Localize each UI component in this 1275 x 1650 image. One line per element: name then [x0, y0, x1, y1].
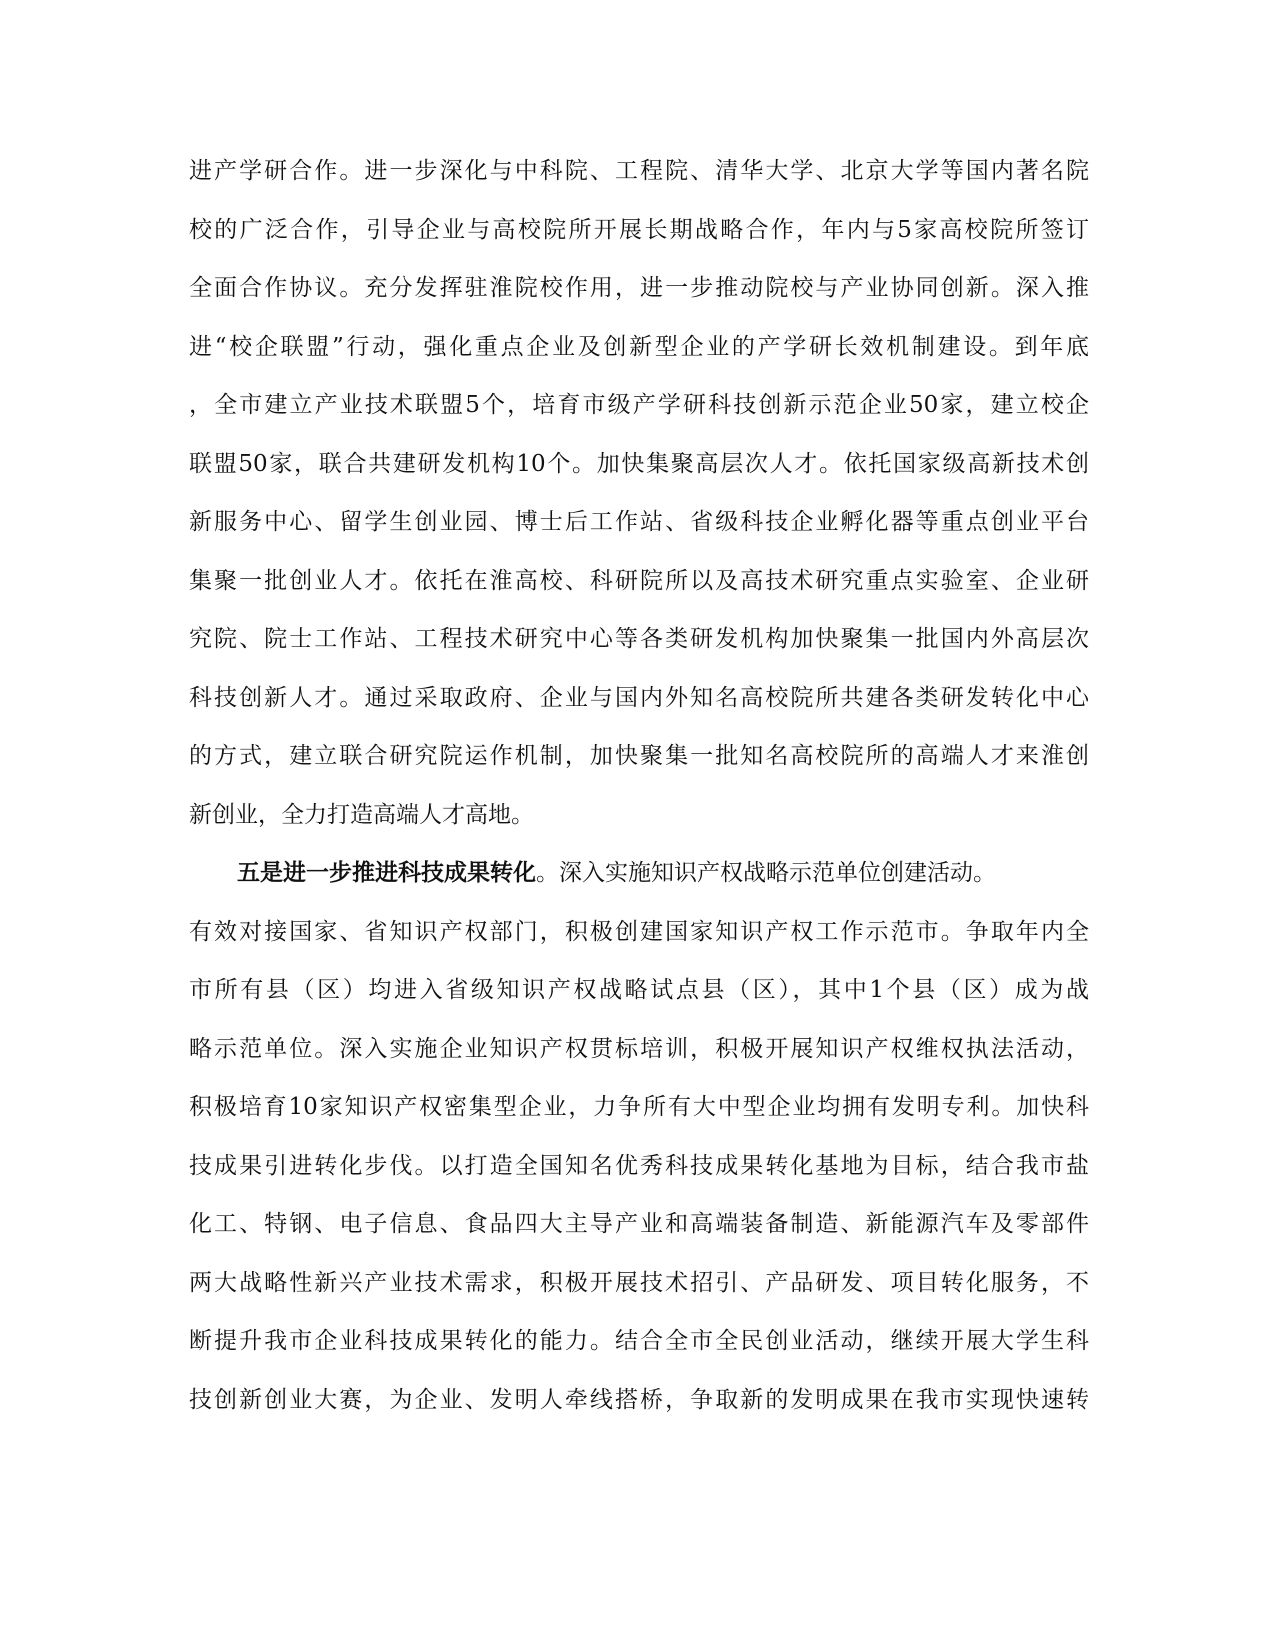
text-line: 的方式，建立联合研究院运作机制，加快聚集一批知名高校院所的高端人才来淮创 [189, 743, 1089, 769]
document-body [189, 142, 1089, 1429]
text-line: 校的广泛合作，引导企业与高校院所开展长期战略合作，年内与5家高校院所签订 [189, 216, 1089, 243]
heading-continuation: 。深入实施知识产权战略示范单位创建活动。 [536, 860, 996, 886]
text-line: 新服务中心、留学生创业园、博士后工作站、省级科技企业孵化器等重点创业平台 [189, 509, 1089, 535]
text-line: ，全市建立产业技术联盟5个，培育市级产学研科技创新示范企业50家，建立校企 [189, 392, 1089, 418]
text-line: 有效对接国家、省知识产权部门，积极创建国家知识产权工作示范市。争取年内全 [189, 918, 1089, 945]
text-line: 进“校企联盟”行动，强化重点企业及创新型企业的产学研长效机制建设。到年底 [189, 333, 1089, 360]
text-line: 断提升我市企业科技成果转化的能力。结合全市全民创业活动，继续开展大学生科 [189, 1328, 1089, 1354]
text-line: 联盟50家，联合共建研发机构10个。加快集聚高层次人才。依托国家级高新技术创 [189, 450, 1089, 477]
paragraph-first-line [189, 844, 1089, 903]
text-line: 市所有县（区）均进入省级知识产权战略试点县（区），其中1个县（区）成为战 [189, 977, 1089, 1003]
text-line: 略示范单位。深入实施企业知识产权贯标培训，积极开展知识产权维权执法活动， [189, 1035, 1089, 1062]
text-line: 技成果引进转化步伐。以打造全国知名优秀科技成果转化基地为目标，结合我市盐 [189, 1152, 1089, 1179]
text-line: 科技创新人才。通过采取政府、企业与国内外知名高校院所共建各类研发转化中心 [189, 684, 1089, 711]
text-line: 化工、特钢、电子信息、食品四大主导产业和高端装备制造、新能源汽车及零部件 [189, 1211, 1089, 1237]
text-line: 两大战略性新兴产业技术需求，积极开展技术招引、产品研发、项目转化服务，不 [189, 1269, 1089, 1296]
text-line: 究院、院士工作站、工程技术研究中心等各类研发机构加快聚集一批国内外高层次 [189, 626, 1089, 652]
paragraph-2 [189, 844, 1089, 1429]
text-line: 新创业，全力打造高端人才高地。 [189, 801, 534, 828]
text-line: 进产学研合作。进一步深化与中科院、工程院、清华大学、北京大学等国内著名院 [189, 158, 1089, 184]
section-heading: 五是进一步推进科技成果转化 [237, 859, 536, 886]
text-line: 积极培育10家知识产权密集型企业，力争所有大中型企业均拥有发明专利。加快科 [189, 1094, 1089, 1120]
paragraph-1 [189, 142, 1089, 844]
text-line: 全面合作协议。充分发挥驻淮院校作用，进一步推动院校与产业协同创新。深入推 [189, 275, 1089, 301]
text-line: 集聚一批创业人才。依托在淮高校、科研院所以及高技术研究重点实验室、企业研 [189, 567, 1089, 594]
text-line: 技创新创业大赛，为企业、发明人牵线搭桥，争取新的发明成果在我市实现快速转 [189, 1386, 1089, 1413]
